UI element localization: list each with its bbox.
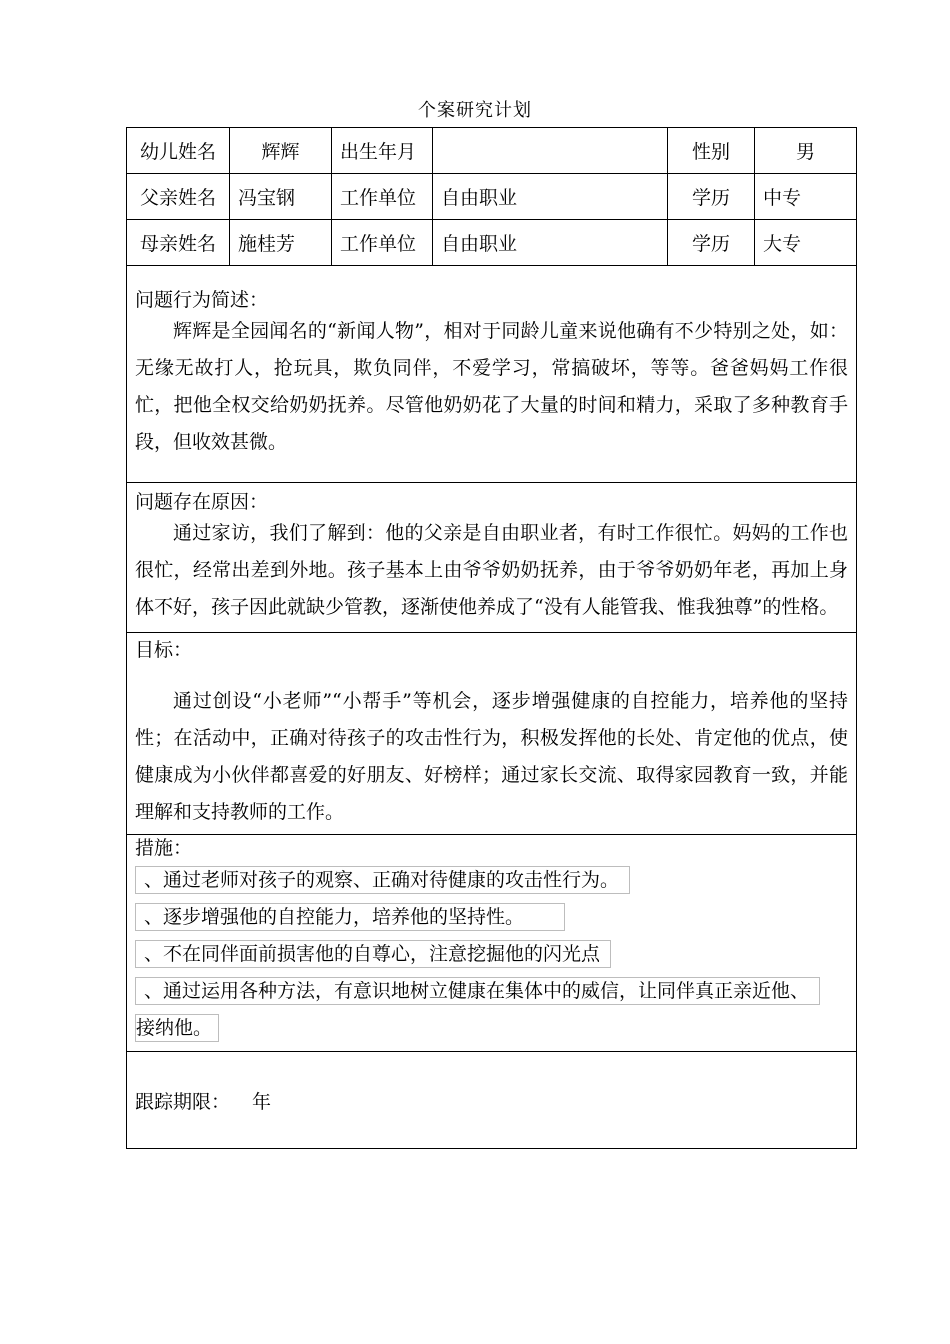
father-edu-value: 中专 [755,174,857,220]
child-info-row [127,128,857,174]
mother-work-label: 工作单位 [332,220,433,266]
father-work-value: 自由职业 [433,174,668,220]
tracking-row [127,1052,857,1149]
mother-name-value: 施桂芳 [230,220,332,266]
reason-row [127,483,857,633]
mother-edu-label: 学历 [668,220,755,266]
tracking-section [127,1052,857,1149]
birth-value [433,128,668,174]
gender-label: 性别 [668,128,755,174]
measure-item: 、逐步增强他的自控能力，培养他的坚持性。 [135,903,565,931]
measure-item: 、通过老师对孩子的观察、正确对待健康的攻击性行为。 [135,866,630,894]
tracking-value: 年 [252,1090,272,1113]
gender-value: 男 [755,128,857,174]
measures-row [127,835,857,1052]
father-name-value: 冯宝钢 [230,174,332,220]
father-work-label: 工作单位 [332,174,433,220]
document-title: 个案研究计划 [418,100,532,121]
father-edu-label: 学历 [668,174,755,220]
mother-info-row [127,220,857,266]
tracking-label: 跟踪期限： [135,1090,231,1113]
mother-edu-value: 大专 [755,220,857,266]
measure-item: 、通过运用各种方法，有意识地树立健康在集体中的威信，让同伴真正亲近他、 [135,977,820,1005]
mother-work-value: 自由职业 [433,220,668,266]
measure-item-continuation: 接纳他。 [135,1014,219,1042]
child-name-value: 辉辉 [230,128,332,174]
problem-text: 辉辉是全园闻名的“新闻人物”，相对于同龄儿童来说他确有不少特别之处，如：无缘无故打人，抢玩具，欺负同伴，不爱学习，常搞破坏，等等。爸爸妈妈工作很忙，把他全权交给奶奶抚养。尽管他奶奶花了大量的时间和精力，采取了多种教育手段，但收效甚微。 [135,320,848,453]
goal-text: 通过创设“小老师”“小帮手”等机会，逐步增强健康的自控能力，培养他的坚持性；在活动中，正确对待孩子的攻击性行为，积极发挥他的长处、肯定他的优点，使健康成为小伙伴都喜爱的好朋友、好榜样；通过家长交流、取得家园教育一致，并能理解和支持教师的工作。 [135,689,848,823]
problem-row [127,266,857,483]
reason-section [127,483,857,633]
goal-section [127,633,857,835]
measures-section [127,835,857,1052]
mother-name-label: 母亲姓名 [127,220,230,266]
reason-text: 通过家访，我们了解到：他的父亲是自由职业者，有时工作很忙。妈妈的工作也很忙，经常出差到外地。孩子基本上由爷爷奶奶抚养，由于爷爷奶奶年老，再加上身体不好，孩子因此就缺少管教，逐渐使他养成了“没有人能管我、惟我独尊”的性格。 [135,522,848,618]
problem-section [127,266,857,483]
birth-label: 出生年月 [332,128,433,174]
goal-label: 目标： [135,638,193,661]
father-name-label: 父亲姓名 [127,174,230,220]
case-study-table [126,127,857,1149]
child-name-label: 幼儿姓名 [127,128,230,174]
goal-row [127,633,857,835]
father-info-row [127,174,857,220]
reason-label: 问题存在原因： [135,491,269,513]
measures-label: 措施： [135,837,193,859]
problem-label: 问题行为简述： [135,289,269,311]
measure-item: 、不在同伴面前损害他的自尊心，注意挖掘他的闪光点 [135,940,611,968]
